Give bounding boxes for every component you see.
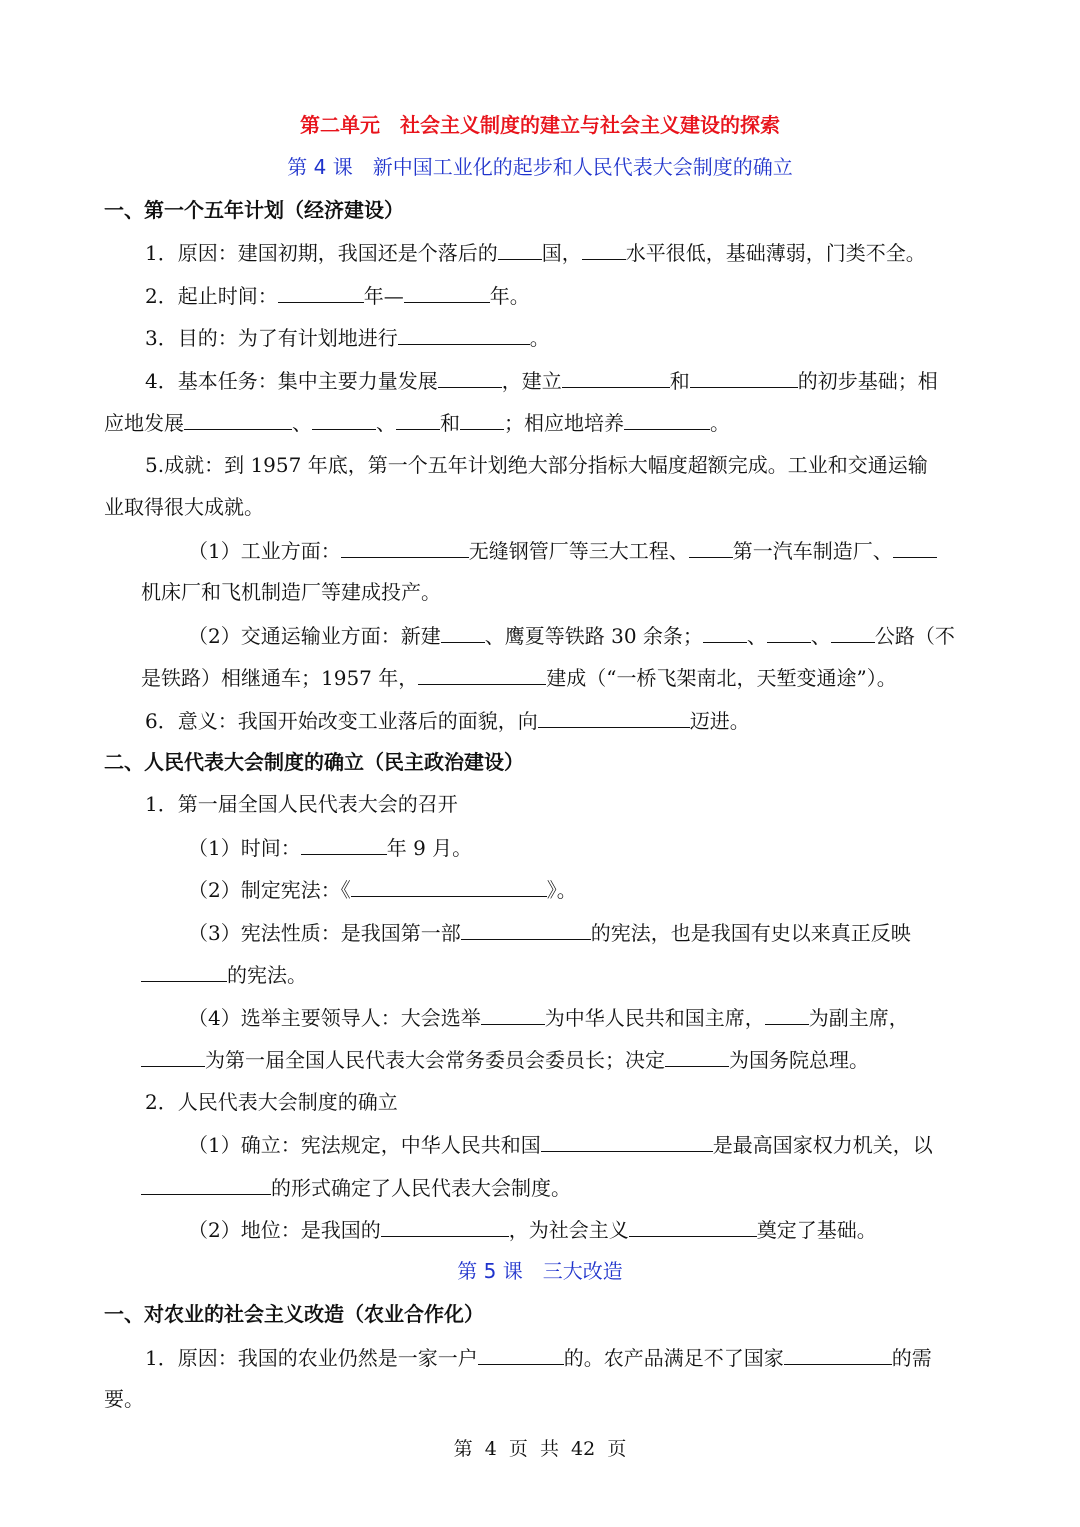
item-significance: 6．意义：我国开始改变工业落后的面貌，向 迈进。 [145, 705, 750, 735]
blank[interactable] [624, 407, 710, 430]
section-heading-agriculture: 一、对农业的社会主义改造（农业合作化） [104, 1302, 484, 1326]
item-election: （4）选举主要领导人：大会选举 为中华人民共和国主席， 为副主席， [188, 1002, 909, 1032]
blank[interactable] [312, 407, 376, 430]
item-establish: （1）确立：宪法规定，中华人民共和国 是最高国家权力机关，以 [188, 1129, 933, 1159]
blank[interactable] [784, 1342, 892, 1365]
blank[interactable] [703, 620, 747, 643]
item-transport: （2）交通运输业方面：新建 、鹰夏等铁路 30 余条； 、 、 公路（不 [188, 620, 955, 650]
blank[interactable] [665, 1044, 729, 1067]
blank[interactable] [538, 705, 690, 728]
item-industry: （1）工业方面： 无缝钢管厂等三大工程、 第一汽车制造厂、 [188, 535, 937, 565]
blank[interactable] [460, 407, 504, 430]
blank[interactable] [461, 917, 591, 940]
blank[interactable] [438, 365, 502, 388]
blank[interactable] [765, 1002, 809, 1025]
unit-title: 第二单元 社会主义制度的建立与社会主义建设的探索 [300, 113, 780, 137]
blank[interactable] [481, 1002, 545, 1025]
item-first-npc: 1．第一届全国人民代表大会的召开 [145, 792, 458, 816]
blank[interactable] [301, 832, 387, 855]
blank[interactable] [893, 535, 937, 558]
item-npc-time: （1）时间： 年 9 月。 [188, 832, 472, 862]
item-tasks-cont: 应地发展 、 、 和 ；相应地培养 。 [104, 407, 730, 437]
lesson-5-title: 第 5 课 三大改造 [457, 1259, 623, 1283]
item-achievement-cont: 业取得很大成就。 [104, 495, 264, 519]
blank[interactable] [767, 620, 811, 643]
item-npc-system: 2．人民代表大会制度的确立 [145, 1090, 398, 1114]
item-tasks: 4．基本任务：集中主要力量发展 ，建立 和 的初步基础；相 [145, 365, 938, 395]
blank[interactable] [381, 1214, 509, 1237]
blank[interactable] [141, 1172, 271, 1195]
blank[interactable] [478, 1342, 564, 1365]
blank[interactable] [404, 280, 490, 303]
item-agri-reason-cont: 要。 [104, 1387, 144, 1411]
item-election-cont: 为第一届全国人民代表大会常务委员会委员长；决定 为国务院总理。 [141, 1044, 869, 1074]
section-heading-npc: 二、人民代表大会制度的确立（民主政治建设） [104, 750, 524, 774]
lesson-4-title: 第 4 课 新中国工业化的起步和人民代表大会制度的确立 [287, 155, 793, 179]
page-footer: 第 4 页 共 42 页 [453, 1438, 627, 1460]
item-establish-cont: 的形式确定了人民代表大会制度。 [141, 1172, 571, 1202]
blank[interactable] [341, 535, 469, 558]
blank[interactable] [398, 322, 530, 345]
blank[interactable] [541, 1129, 713, 1152]
blank[interactable] [831, 620, 875, 643]
blank[interactable] [141, 1044, 205, 1067]
blank[interactable] [629, 1214, 757, 1237]
blank[interactable] [418, 662, 546, 685]
item-agri-reason: 1．原因：我国的农业仍然是一家一户 的。农产品满足不了国家 的需 [145, 1342, 932, 1372]
item-period: 2．起止时间： 年— 年。 [145, 280, 530, 310]
item-constitution-nature: （3）宪法性质：是我国第一部 的宪法，也是我国有史以来真正反映 [188, 917, 911, 947]
section-heading-five-year-plan: 一、第一个五年计划（经济建设） [104, 198, 404, 222]
blank[interactable] [184, 407, 292, 430]
item-constitution-nature-cont: 的宪法。 [141, 959, 307, 989]
item-industry-cont: 机床厂和飞机制造厂等建成投产。 [141, 580, 441, 604]
item-achievement: 5.成就：到 1957 年底，第一个五年计划绝大部分指标大幅度超额完成。工业和交通运输 [145, 453, 928, 477]
blank[interactable] [689, 535, 733, 558]
item-constitution: （2）制定宪法：《 》。 [188, 874, 577, 904]
blank[interactable] [396, 407, 440, 430]
blank[interactable] [562, 365, 670, 388]
item-reason: 1．原因：建国初期，我国还是个落后的 国， 水平很低，基础薄弱，门类不全。 [145, 237, 926, 267]
blank[interactable] [441, 620, 485, 643]
blank[interactable] [278, 280, 364, 303]
blank[interactable] [498, 237, 542, 260]
blank[interactable] [351, 874, 547, 897]
blank[interactable] [141, 959, 227, 982]
item-purpose: 3．目的：为了有计划地进行 。 [145, 322, 550, 352]
blank[interactable] [690, 365, 798, 388]
blank[interactable] [582, 237, 626, 260]
item-transport-cont: 是铁路）相继通车；1957 年， 建成（“一桥飞架南北，天堑变通途”）。 [141, 662, 897, 692]
item-status: （2）地位：是我国的 ，为社会主义 奠定了基础。 [188, 1214, 877, 1244]
